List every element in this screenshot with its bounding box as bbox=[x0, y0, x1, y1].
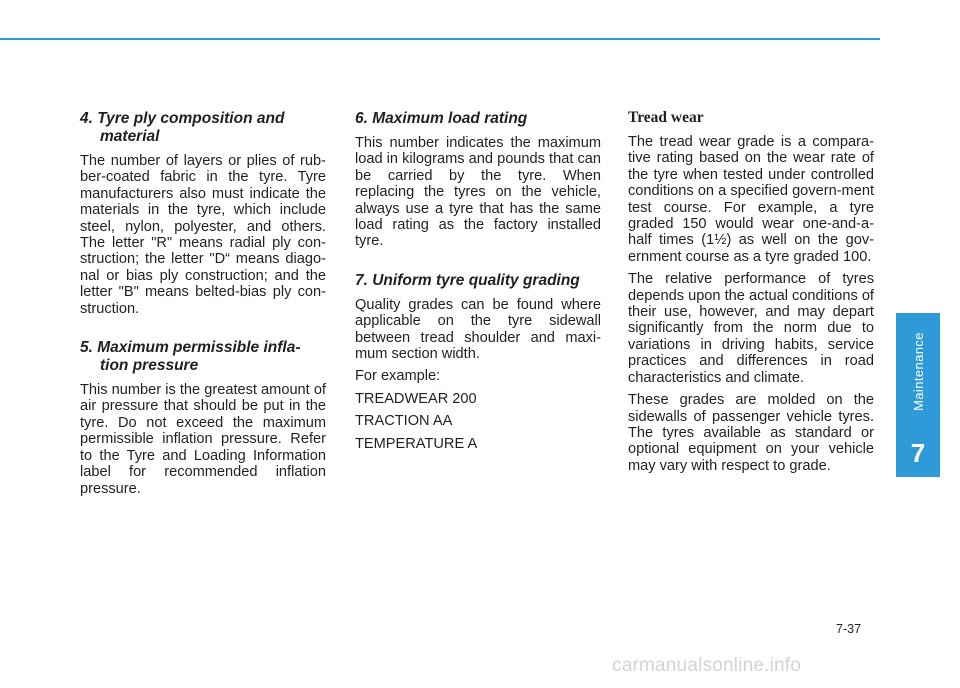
example-label: For example: bbox=[355, 368, 441, 385]
column-2 bbox=[355, 108, 601, 458]
column-1 bbox=[80, 108, 326, 503]
section-heading-tread-wear: Tread wear bbox=[628, 109, 704, 126]
example-traction: TRACTION AA bbox=[355, 413, 453, 430]
chapter-side-tab bbox=[896, 313, 940, 429]
chapter-side-tab-label: Maintenance bbox=[910, 331, 926, 411]
ply-composition-text: The number of layers or plies of rub-ber-coated fabric in the tyre. Tyre manufacturers also must indicate the materials in the tyre, which include steel, nylon, polyester, and others. The letter "R" means radial ply con-struction; the letter "D“ means diago-nal or bias ply construction; and the letter "B" means belted-bias ply con-struction. bbox=[80, 153, 326, 317]
max-inflation-text: This number is the greatest amount of air pressure that should be put in the tyre. Do not exceed the maximum permissible inflation pressure. Refer to the Tyre and Loading Information label for recommended inflation pressure. bbox=[80, 382, 326, 497]
tread-wear-text-2: The relative performance of tyres depends upon the actual conditions of their use, however, and may depart significantly from the norm due to variations in driving habits, service practices and differences in road characteristics and climate. bbox=[628, 271, 874, 386]
quality-grading-text: Quality grades can be found where applicable on the tyre sidewall between tread shoulder and maxi-mum section width. bbox=[355, 296, 601, 363]
section-heading-max-load: 6. Maximum load rating bbox=[355, 110, 528, 127]
section-heading-quality-grading: 7. Uniform tyre quality grading bbox=[355, 271, 580, 289]
page-number: 7-37 bbox=[836, 622, 862, 636]
chapter-number-box: 7 bbox=[896, 429, 940, 477]
section-heading-max-inflation: 5. Maximum permissible infla-tion pressure bbox=[80, 339, 301, 375]
watermark: carmanualsonline.info bbox=[612, 655, 802, 676]
max-load-text: This number indicates the maximum load in kilograms and pounds that can be carried by the tyre. When replacing the tyres on the vehicle, always use a tyre that has the same load rating as the factory installed tyre. bbox=[355, 135, 601, 250]
column-3 bbox=[628, 108, 874, 480]
header-rule bbox=[0, 38, 880, 40]
tread-wear-text-3: These grades are molded on the sidewalls of passenger vehicle tyres. The tyres available as standard or optional equipment on your vehicle may vary with respect to grade. bbox=[628, 392, 874, 474]
example-temperature: TEMPERATURE A bbox=[355, 435, 478, 452]
section-heading-ply-composition: 4. Tyre ply composition and material bbox=[80, 110, 285, 145]
example-treadwear: TREADWEAR 200 bbox=[355, 390, 477, 407]
tread-wear-text-1: The tread wear grade is a compara-tive rating based on the wear rate of the tyre when tested under controlled conditions on a specified govern-ment test course. For example, a tyre graded 150 would wear one-and-a-half times (1½) as well on the gov-ernment course as a tyre graded 100. bbox=[628, 134, 874, 265]
